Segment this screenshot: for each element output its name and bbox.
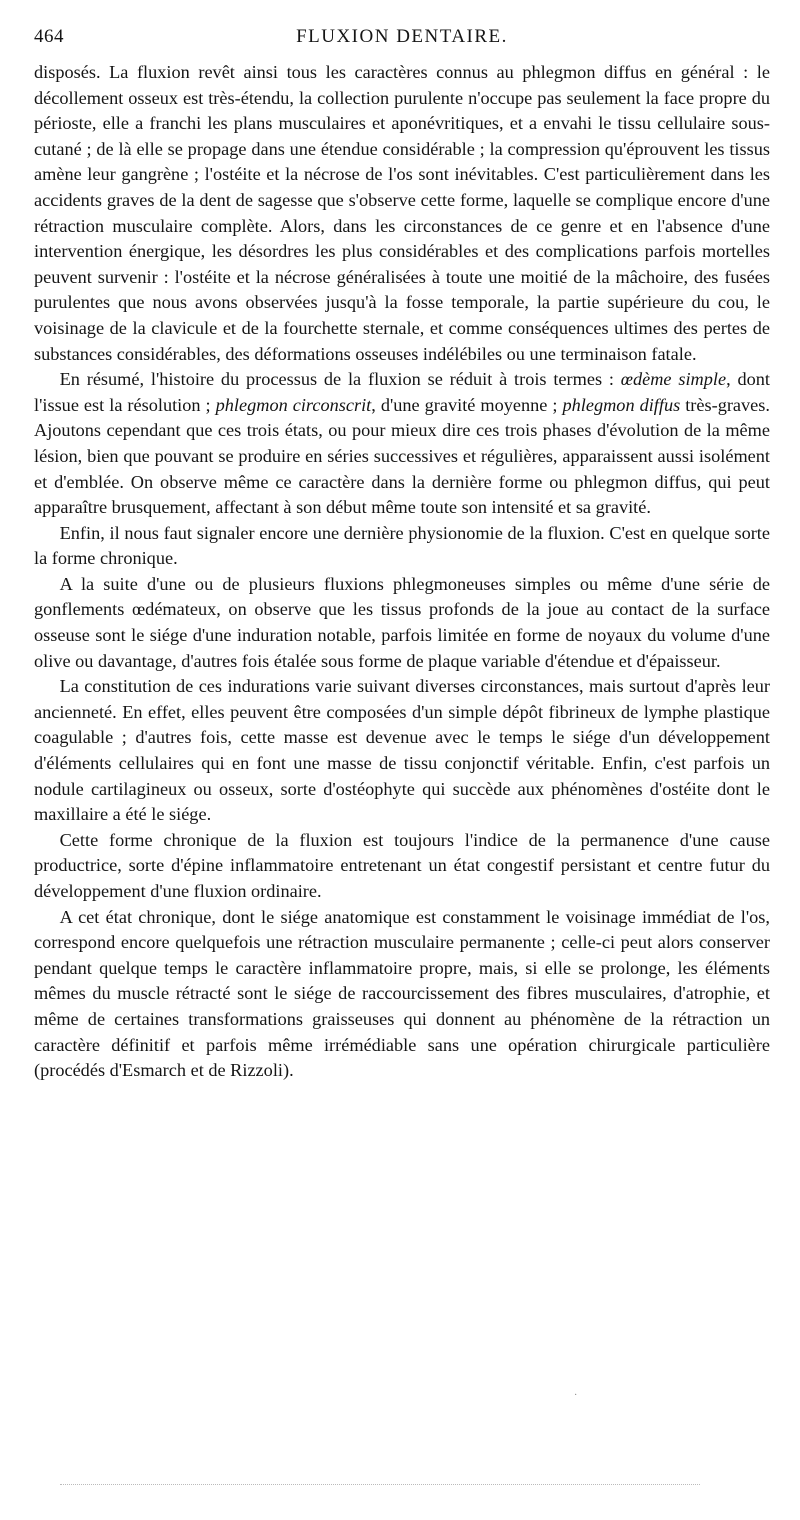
text-run: La constitution de ces indurations varie suivant diverses circonstances, mais surtout d'après leur ancienneté. En effet, elles peuvent être composées d'un simple dépôt fibrineux de lymphe plastique coagulable ; d'autres fois, cette masse est devenue avec le temps le siége d'un développement d'éléments cellulaires qui en font une masse de tissu conjonctif véritable. Enfin, c'est parfois un nodule cartilagineux ou osseux, sorte d'ostéophyte qui succède aux phénomènes d'ostéite dont le maxillaire a été le siége. — [34, 676, 770, 825]
bottom-rule — [60, 1484, 700, 1485]
paragraph — [34, 905, 770, 1084]
paragraph — [34, 60, 770, 367]
text-run: A la suite d'une ou de plusieurs fluxions phlegmoneuses simples ou même d'une série de gonflements œdémateux, on observe que les tissus profonds de la joue au contact de la surface osseuse sont le siége d'une induration notable, parfois limitée en forme de noyaux du volume d'une olive ou davantage, d'autres fois étalée sous forme de plaque variable d'étendue et d'épaisseur. — [34, 573, 770, 671]
italic-term: phlegmon circonscrit — [215, 394, 372, 415]
text-run: En résumé, l'histoire du processus de la fluxion se réduit à trois termes : — [59, 369, 621, 390]
italic-term: œdème simple — [620, 369, 727, 390]
text-run: très-graves. Ajoutons cependant que ces trois états, ou pour mieux dire ces trois phases d'évolution de la même lésion, bien que pouvant se produire en séries successives et régulières, apparaissent aussi isolément et d'emblée. On observe même ce caractère dans la dernière forme ou phlegmon diffus, qui peut apparaître brusquement, affectant à son début même toute son intensité et sa gravité. — [34, 394, 770, 518]
body-text — [34, 60, 770, 1084]
text-run: A cet état chronique, dont le siége anatomique est constamment le voisinage immédiat de l'os, correspond encore quelquefois une rétraction musculaire permanente ; celle-ci peut alors conserver pendant quelque temps le caractère inflammatoire propre, mais, si elle se prolonge, les éléments mêmes du muscle rétracté sont le siége de raccourcissement des fibres musculaires, d'atrophie, et même de certaines transformations graisseuses qui donnent au phénomène de la rétraction un caractère définitif et parfois même irrémédiable sans une opération chirurgicale particulière (procédés d'Esmarch et de Rizzoli). — [34, 906, 770, 1081]
page-number: 464 — [34, 26, 64, 47]
text-run: disposés. La fluxion revêt ainsi tous les caractères connus au phlegmon diffus en général : le décollement osseux est très-étendu, la collection purulente n'occupe pas seulement la face propre du périoste, elle a franchi les plans musculaires et aponévritiques, et a envahi le tissu cellulaire sous-cutané ; de là elle se propage dans une étendue considérable ; la compression qu'éprouvent les tissus amène leur gangrène ; l'ostéite et la nécrose de l'os sont inévitables. C'est particulièrement dans les accidents graves de la dent de sagesse que s'observe cette forme, laquelle se complique encore d'une rétraction musculaire complète. Alors, dans les circonstances de ce genre et en l'absence d'une intervention énergique, les désordres les plus considérables et des complications parfois mortelles peuvent survenir : l'ostéite et la nécrose généralisées à toute une moitié de la mâchoire, des fusées purulentes que nous avons observées jusqu'à la fosse temporale, la partie supérieure du cou, le voisinage de la clavicule et de la fourchette sternale, et comme conséquences ultimes des pertes de substances considérables, des déformations osseuses indélébiles ou une terminaison fatale. — [34, 62, 770, 364]
paragraph — [34, 828, 770, 905]
text-run: , dont l'issue est la résolution ; — [34, 369, 770, 415]
running-head — [34, 26, 770, 50]
text-run: Cette forme chronique de la fluxion est toujours l'indice de la permanence d'une cause productrice, sorte d'épine inflammatoire entretenant un état congestif persistant et centre futur du développement d'une fluxion ordinaire. — [34, 829, 770, 901]
paragraph — [34, 572, 770, 674]
paragraph — [34, 367, 770, 521]
text-run: , d'une gravité moyenne ; — [371, 394, 563, 415]
running-title: FLUXION DENTAIRE. — [296, 26, 508, 47]
italic-term: phlegmon diffus — [562, 394, 681, 415]
paragraph — [34, 674, 770, 828]
printer-mark: · — [574, 1390, 578, 1401]
paragraph — [34, 521, 770, 572]
text-run: Enfin, il nous faut signaler encore une dernière physionomie de la fluxion. C'est en quelque sorte la forme chronique. — [34, 522, 770, 569]
book-page — [34, 26, 770, 1084]
